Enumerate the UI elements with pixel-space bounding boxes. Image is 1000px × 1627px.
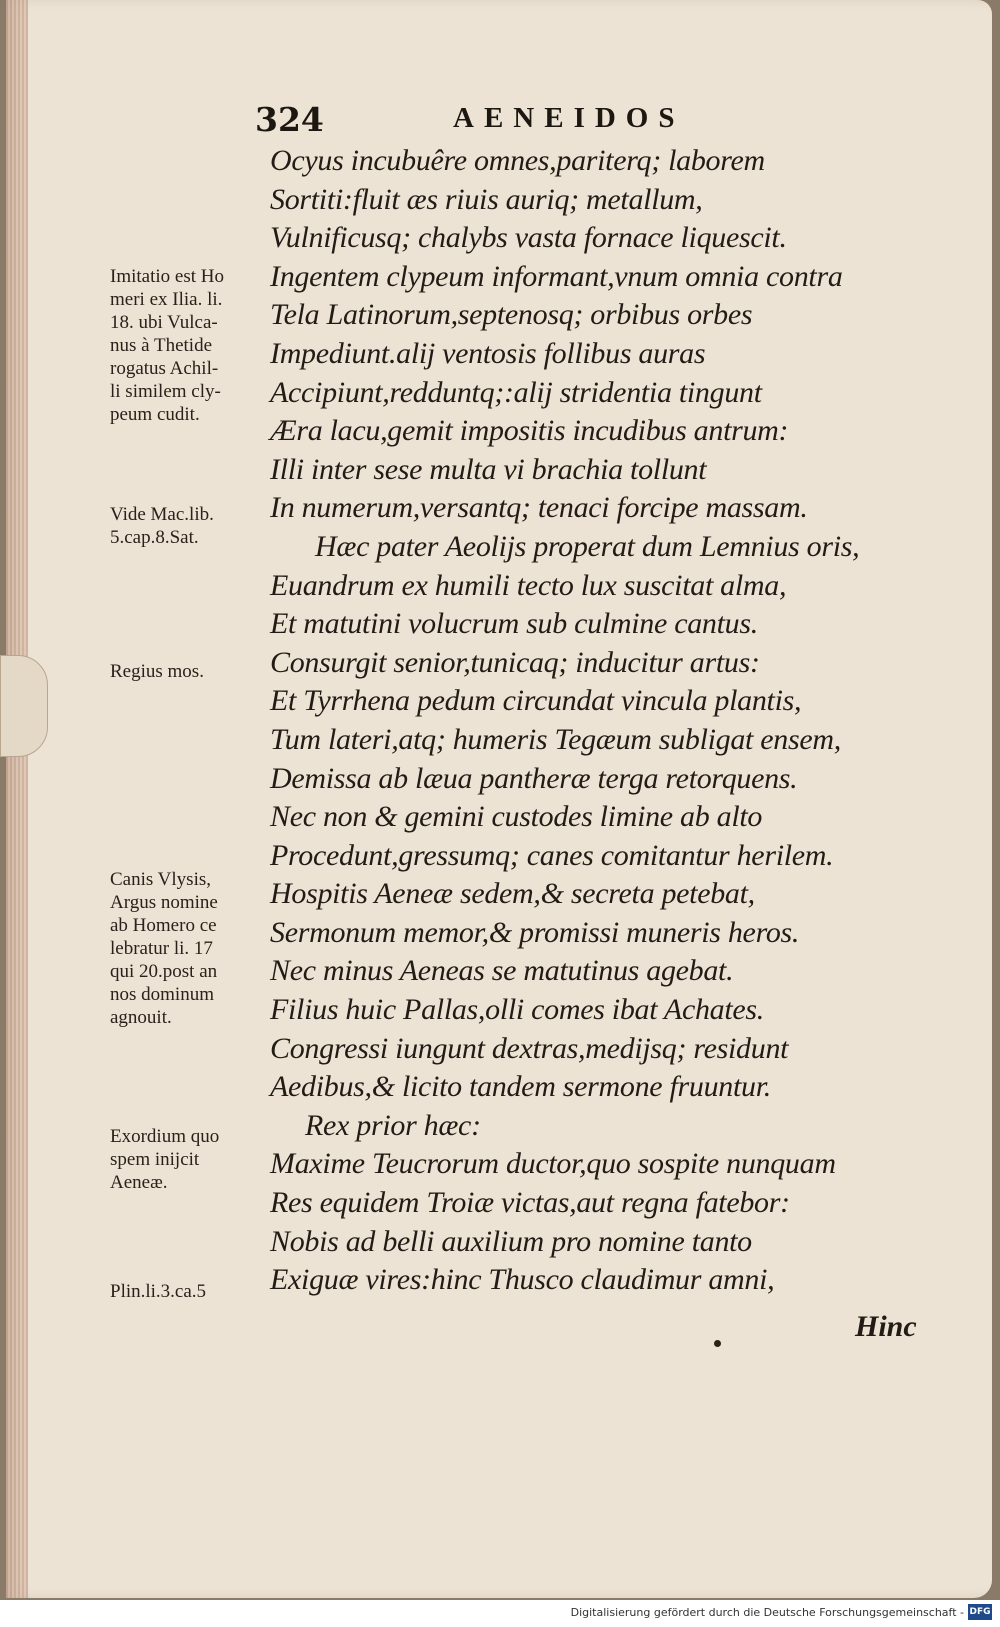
running-title: AENEIDOS [453, 102, 685, 134]
verse-line: Illi inter sese multa vi brachia tollunt [270, 452, 707, 486]
verse-line: Consurgit senior,tunicaq; inducitur artus: [270, 645, 760, 679]
verse-line: Sortiti:fluit æs riuis auriq; metallum, [270, 182, 703, 216]
verse-line: Filius huic Pallas,olli comes ibat Achates. [270, 993, 764, 1027]
page-edges [6, 0, 28, 1598]
verse-line: Et matutini volucrum sub culmine cantus. [270, 607, 758, 641]
verse-line: Nec non & gemini custodes limine ab alto [270, 800, 763, 834]
verse-line: Maxime Teucrorum ductor,quo sospite nunquam [270, 1147, 836, 1181]
verse-line: In numerum,versantq; tenaci forcipe massam. [270, 491, 808, 525]
verse-line: Sermonum memor,& promissi muneris heros. [270, 915, 800, 949]
verse-line: Res equidem Troiæ victas,aut regna fatebor: [270, 1186, 790, 1220]
ink-dot [714, 1340, 721, 1347]
footer-bar [0, 1600, 1000, 1627]
verse-line: Ocyus incubuêre omnes,pariterq; laborem [270, 144, 765, 177]
verse-line: Exiguæ vires:hinc Thusco claudimur amni, [270, 1263, 775, 1297]
verse-line: Nec minus Aeneas se matutinus agebat. [270, 954, 734, 988]
verse-line: Tela Latinorum,septenosq; orbibus orbes [270, 298, 753, 332]
verse-line: Euandrum ex humili tecto lux suscitat alma, [270, 568, 787, 602]
verse-line: Accipiunt,redduntq;:alij stridentia tingunt [270, 375, 762, 409]
dfg-logo: DFG [968, 1604, 992, 1620]
margin-note: Canis Vlysis, Argus nomine ab Homero ce lebratur li. 17 qui 20.post an nos dominum agnouit. [110, 869, 218, 1028]
footer-credit: Digitalisierung gefördert durch die Deutsche Forschungsgemeinschaft - [570, 1606, 964, 1619]
verse-line: Procedunt,gressumq; canes comitantur herilem. [270, 838, 834, 872]
verse-line: Vulnificusq; chalybs vasta fornace liquescit. [270, 221, 787, 255]
catchword: Hinc [855, 1310, 917, 1343]
page-clip [0, 655, 48, 757]
verse-line: Rex prior hæc: [305, 1108, 481, 1142]
verse-line: Ingentem clypeum informant,vnum omnia contra [270, 259, 843, 293]
verse-block [270, 142, 970, 1300]
verse-line: Hæc pater Aeolijs properat dum Lemnius oris, [315, 529, 860, 563]
margin-note: Regius mos. [110, 661, 204, 682]
page-number: 324 [255, 100, 324, 139]
verse-line: Demissa ab læua pantheræ terga retorquens. [270, 761, 798, 795]
verse-line: Nobis ad belli auxilium pro nomine tanto [270, 1224, 752, 1258]
verse-line: Aedibus,& licito tandem sermone fruuntur. [270, 1070, 771, 1104]
margin-note: Imitatio est Ho meri ex Ilia. li. 18. ubi Vulca- nus à Thetide rogatus Achil- li similem cly- peum cudit. [110, 266, 224, 425]
margin-note: Exordium quo spem inijcit Aeneæ. [110, 1126, 220, 1193]
verse-line: Tum lateri,atq; humeris Tegæum subligat ensem, [270, 722, 841, 756]
verse-line: Hospitis Aeneæ sedem,& secreta petebat, [270, 877, 755, 911]
verse-line: Et Tyrrhena pedum circundat vincula plantis, [270, 684, 802, 718]
margin-note: Vide Mac.lib. 5.cap.8.Sat. [110, 504, 214, 548]
margin-note: Plin.li.3.ca.5 [110, 1281, 207, 1302]
verse-line: Congressi iungunt dextras,medijsq; residunt [270, 1031, 789, 1065]
verse-line: Æra lacu,gemit impositis incudibus antrum: [270, 414, 789, 448]
verse-line: Impediunt.alij ventosis follibus auras [270, 336, 706, 370]
